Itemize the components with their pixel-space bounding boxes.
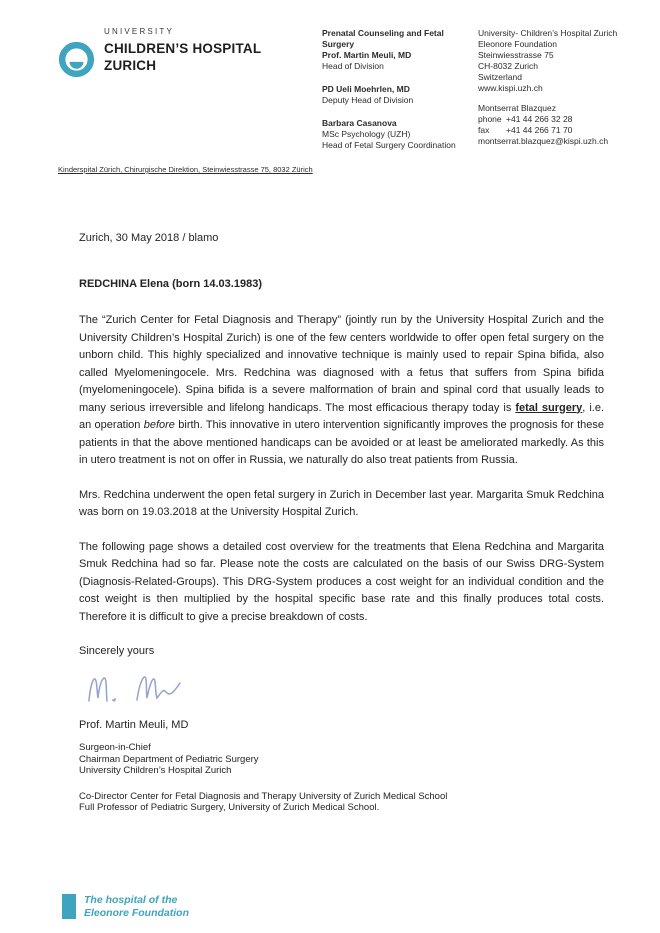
- footer-foundation-text: [84, 894, 189, 920]
- contact-fax-row: [478, 125, 654, 136]
- person-name-moehrlen: PD Ueli Moehrlen, MD: [322, 84, 410, 94]
- closing-salutation: Sincerely yours: [79, 645, 155, 657]
- person-role-casanova-2: Head of Fetal Surgery Coordination: [322, 140, 456, 150]
- hospital-logo-icon: [58, 41, 95, 83]
- phone-label: phone: [478, 114, 502, 124]
- website-url: www.kispi.uzh.ch: [478, 83, 543, 93]
- address-org-line: Steinwiesstrasse 75: [478, 50, 554, 60]
- footer-line-1: The hospital of the: [84, 894, 178, 906]
- contact-email: montserrat.blazquez@kispi.uzh.ch: [478, 136, 609, 146]
- signer-title: Full Professor of Pediatric Surgery, University of Zurich Medical School.: [79, 802, 380, 813]
- logo-university-label: UNIVERSITY: [104, 27, 175, 36]
- subject-line: REDCHINA Elena (born 14.03.1983): [79, 278, 262, 290]
- division-deputy-group: [322, 84, 462, 106]
- dateline: Zurich, 30 May 2018 / blamo: [79, 232, 219, 244]
- paragraph-1-italic-before: before: [143, 419, 175, 431]
- signer-title: Chairman Department of Pediatric Surgery: [79, 753, 259, 765]
- signer-title: University Children’s Hospital Zurich: [79, 765, 232, 776]
- fax-number: +41 44 266 71 70: [506, 125, 573, 135]
- signer-titles-primary: [79, 742, 604, 777]
- foundation-square-icon: [62, 894, 76, 919]
- sender-address-line: Kinderspital Zürich, Chirurgische Direktion, Steinwiesstrasse 75, 8032 Zürich: [58, 165, 313, 174]
- person-role-meuli: Head of Division: [322, 61, 384, 71]
- division-title: Prenatal Counseling and Fetal Surgery: [322, 28, 444, 49]
- person-name-meuli: Prof. Martin Meuli, MD: [322, 50, 412, 60]
- signer-name: Prof. Martin Meuli, MD: [79, 719, 189, 731]
- logo-hospital-name-line1: CHILDREN’S HOSPITAL: [104, 41, 262, 56]
- division-head-group: [322, 28, 462, 72]
- paragraph-1: [79, 312, 604, 470]
- signer-title: Co-Director Center for Fetal Diagnosis and Therapy University of Zurich Medical School: [79, 790, 448, 802]
- address-org-line: University- Children’s Hospital Zurich: [478, 28, 618, 38]
- paragraph-1-text-c: birth. This innovative in utero intervention significantly improves the prognosis for these patients in that the above mentioned handicaps can be avoided or at least be ameliorated markedly. As this in utero treatment is not on offer in Russia, we naturally do also treat patients from Russia.: [79, 419, 604, 466]
- person-name-casanova: Barbara Casanova: [322, 118, 397, 128]
- hospital-logo: [58, 27, 261, 83]
- contact-name: Montserrat Blazquez: [478, 103, 556, 113]
- signer-title: Surgeon-in-Chief: [79, 742, 151, 753]
- logo-hospital-name-line2: ZURICH: [104, 58, 157, 73]
- letterhead: [0, 25, 660, 175]
- fax-label: fax: [478, 125, 490, 135]
- signature: [79, 665, 604, 715]
- contact-group: [478, 103, 654, 147]
- address-org-line: Switzerland: [478, 72, 522, 82]
- paragraph-1-emphasis-fetal-surgery: fetal surgery: [515, 401, 583, 414]
- person-role-casanova-1: MSc Psychology (UZH): [322, 129, 411, 139]
- contact-phone-row: [478, 114, 654, 125]
- address-column: [478, 28, 654, 147]
- hospital-logo-text: [104, 27, 261, 74]
- paragraph-2: Mrs. Redchina underwent the open fetal surgery in Zurich in December last year. Margarita Smuk Redchina was born on 19.03.2018 at the University Hospital Zurich.: [79, 488, 604, 518]
- footer-line-2: Eleonore Foundation: [84, 907, 189, 919]
- phone-number: +41 44 266 32 28: [506, 114, 573, 124]
- person-role-moehrlen: Deputy Head of Division: [322, 95, 414, 105]
- paragraph-1-text-a: The “Zurich Center for Fetal Diagnosis and Therapy” (jointly run by the University Hospital Zurich and the University Children’s Hospital Zurich) is one of the few centers worldwide to offer open fetal surgery on the unborn child. This highly specialized and innovative technique is mainly used to repair Spina bifida, also called Myelomeningocele. Mrs. Redchina was diagnosed with a fetus that suffers from Spina bifida (myelomeningocele). Spina bifida is a severe malformation of brain and spinal cord that usually leads to many serious irreversible and lifelong handicaps. The most efficacious therapy today is: [79, 314, 604, 414]
- address-org-line: CH-8032 Zurich: [478, 61, 538, 71]
- paragraph-3: The following page shows a detailed cost overview for the treatments that Elena Redchina and Margarita Smuk Redchina had so far. Please note the costs are calculated on the basis of our Swiss DRG-System (Diagnosis-Related-Groups). This DRG-System produces a cost weight for an individual condition and the cost weight is then multiplied by the hospital specific base rate and this finally produces total costs. Therefore it is difficult to give a precise breakdown of costs.: [79, 540, 604, 623]
- signer-titles-secondary: [79, 791, 604, 814]
- division-column: [322, 28, 462, 163]
- division-coordination-group: [322, 118, 462, 151]
- address-org-line: Eleonore Foundation: [478, 39, 557, 49]
- letter-body: [79, 182, 604, 814]
- paragraph-1-text-b: , i.e. an operation: [79, 401, 604, 431]
- footer: [62, 894, 189, 920]
